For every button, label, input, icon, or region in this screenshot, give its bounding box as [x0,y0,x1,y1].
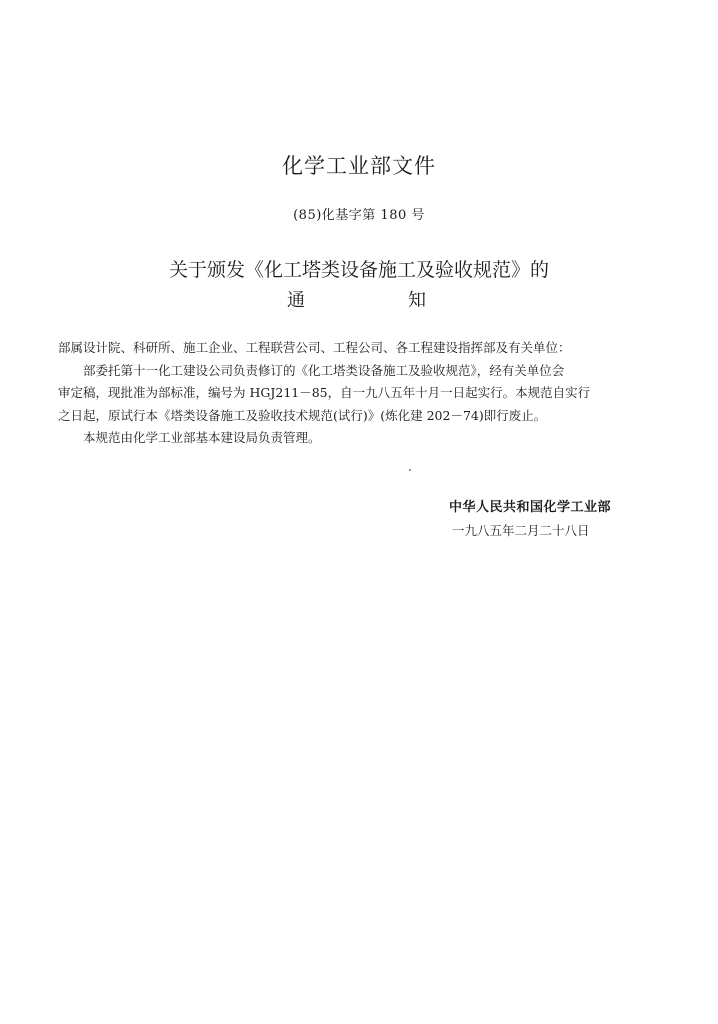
notice-title: 关于颁发《化工塔类设备施工及验收规范》的 [168,259,549,281]
notice-word-tong: 通 [287,290,305,311]
paragraph-1-line-1: 部委托第十一化工建设公司负责修订的《化工塔类设备施工及验收规范》，经有关单位会 [83,362,565,378]
paragraph-1-line-3: 之日起，原试行本《塔类设备施工及验收技术规范(试行)》(炼化建 202－74)即行废止。 [58,407,547,423]
issue-date: 一九八五年二月二十八日 [452,523,590,538]
document-number: (85)化基字第 180 号 [293,208,425,223]
signatory: 中华人民共和国化学工业部 [449,500,612,515]
notice-word-zhi: 知 [408,290,426,311]
issuer-header: 化学工业部文件 [282,154,436,178]
paragraph-1-line-2: 审定稿，现批准为部标准，编号为 HGJ211－85，自一九八五年十月一日起实行。本规范自实行 [58,385,591,400]
scan-speck [409,469,411,471]
paragraph-2: 本规范由化学工业部基本建设局负责管理。 [83,430,321,445]
addressees-line: 部属设计院、科研所、施工企业、工程联营公司、工程公司、各工程建设指挥部及有关单位： [58,340,571,355]
notice-body [58,337,638,450]
